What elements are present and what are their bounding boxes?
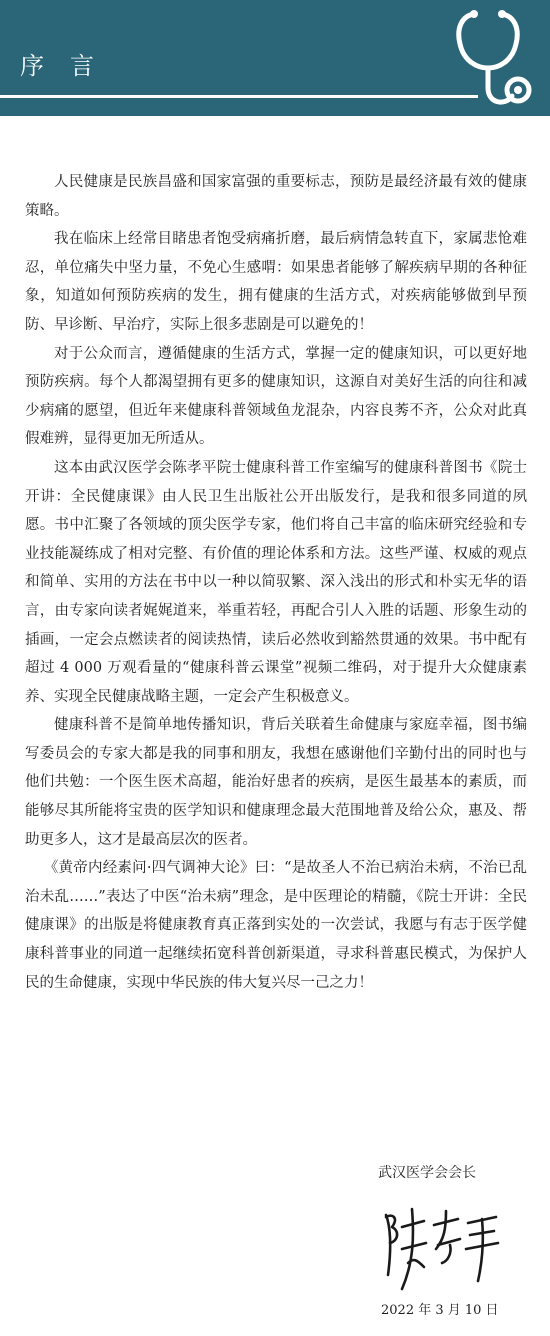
paragraph: 对于公众而言，遵循健康的生活方式，掌握一定的健康知识，可以更好地预防疾病。每个人都渴望拥有更多的健康知识，这源自对美好生活的向往和减少病痛的愿望，但近年来健康科普领域鱼龙混杂，内容良莠不齐，公众对此真假难辨，显得更加无所适从。: [25, 345, 527, 448]
stethoscope-icon: [448, 6, 540, 116]
paragraph: 我在临床上经常目睹患者饱受病痛折磨，最后病情急转直下，家属悲怆难忍，单位痛失中坚力量，不免心生感喟：如果患者能够了解疾病早期的各种征象，知道如何预防疾病的发生，拥有健康的生活方式，对疾病能够做到早预防、早诊断、早治疗，实际上很多悲剧是可以避免的！: [25, 231, 527, 333]
preface-body: [25, 168, 527, 997]
header-divider: [0, 95, 478, 98]
handwritten-signature: [372, 1205, 504, 1295]
paragraph: 这本由武汉医学会陈孝平院士健康科普工作室编写的健康科普图书《院士开讲：全民健康课》由人民卫生出版社公开出版发行，是我和很多同道的夙愿。书中汇聚了各领域的顶尖医学专家，他们将自己丰富的临床研究经验和专业技能凝练成了相对完整、有价值的理论体系和方法。这些严谨、权威的观点和简单、实用的方法在书中以一种以简驭繁、深入浅出的形式和朴实无华的语言，由专家向读者娓娓道来，举重若轻，再配合引人入胜的话题、形象生动的插画，一定会点燃读者的阅读热情，读后必然收到豁然贯通的效果。书中配有超过 4 000 万观看量的“健康科普云课堂”视频二维码，对于提升大众健康素养、实现全民健康战略主题，一定会产生积极意义。: [25, 459, 527, 705]
signature-date: 2022 年 3 月 10 日: [381, 1303, 499, 1318]
signer-title: 武汉医学会会长: [378, 1165, 476, 1181]
page-title: 序言: [20, 52, 120, 80]
paragraph: 人民健康是民族昌盛和国家富强的重要标志，预防是最经济最有效的健康策略。: [25, 174, 527, 219]
paragraph: 健康科普不是简单地传播知识，背后关联着生命健康与家庭幸福，图书编写委员会的专家大都是我的同事和朋友，我想在感谢他们辛勤付出的同时也与他们共勉：一个医生医术高超，能治好患者的疾病，是医生最基本的素质，而能够尽其所能将宝贵的医学知识和健康理念最大范围地普及给公众，惠及、帮助更多人，这才是最高层次的医者。: [25, 717, 527, 848]
paragraph: 《黄帝内经素问·四气调神大论》曰：“是故圣人不治已病治未病，不治已乱治未乱……”表达了中医“治未病”理念，是中医理论的精髓，《院士开讲：全民健康课》的出版是将健康教育真正落到实处的一次尝试，我愿与有志于医学健康科普事业的同道一起继续拓宽科普创新渠道，寻求科普惠民模式，为保护人民的生命健康，实现中华民族的伟大复兴尽一己之力！: [25, 860, 527, 991]
header-banner: [0, 0, 550, 116]
